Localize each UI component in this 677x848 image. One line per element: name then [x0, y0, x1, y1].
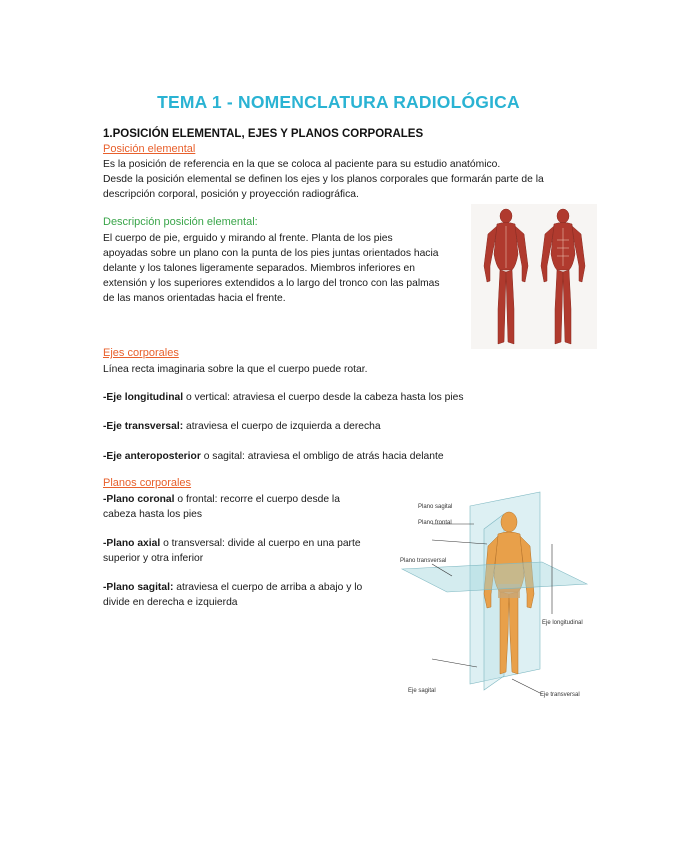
body-planes-diagram [392, 484, 592, 699]
plano-coronal-line-2: cabeza hasta los pies [103, 509, 203, 520]
label-eje-longitudinal: Eje longitudinal [542, 620, 583, 626]
label-eje-transversal: Eje transversal [540, 692, 580, 698]
plano-desc: o transversal: divide al cuerpo en una parte [160, 538, 361, 549]
plano-desc: atraviesa el cuerpo de arriba a abajo y lo [173, 582, 363, 593]
posicion-line-1: Es la posición de referencia en la que se coloca al paciente para su estudio anatómico. [103, 159, 501, 170]
eje-term: -Eje anteroposterior [103, 451, 201, 462]
posicion-elemental-heading: Posición elemental [103, 143, 196, 155]
eje-anteroposterior-item [103, 449, 444, 464]
eje-longitudinal-item [103, 390, 464, 405]
plano-axial-line-2: superior y otra inferior [103, 553, 204, 564]
plano-term: -Plano axial [103, 538, 161, 549]
eje-desc: o vertical: atraviesa el cuerpo desde la cabeza hasta los pies [183, 392, 464, 403]
section-heading: 1.POSICIÓN ELEMENTAL, EJES Y PLANOS CORPORALES [103, 128, 424, 140]
plano-term: -Plano sagital: [103, 582, 174, 593]
plano-coronal-line-1 [103, 492, 340, 507]
plano-axial-line-1 [103, 536, 361, 551]
eje-term: -Eje transversal: [103, 421, 184, 432]
plano-desc: o frontal: recorre el cuerpo desde la [174, 494, 340, 505]
eje-term: -Eje longitudinal [103, 392, 184, 403]
anatomy-muscle-image [471, 204, 597, 349]
ejes-intro: Línea recta imaginaria sobre la que el cuerpo puede rotar. [103, 364, 368, 375]
descripcion-line-1: El cuerpo de pie, erguido y mirando al frente. Planta de los pies [103, 233, 393, 244]
plano-sagital-line-2: divide en derecha e izquierda [103, 597, 238, 608]
plano-term: -Plano coronal [103, 494, 175, 505]
posicion-line-3: descripción corporal, posición y proyección radiográfica. [103, 189, 359, 200]
page-title: TEMA 1 - NOMENCLATURA RADIOLÓGICA [157, 92, 520, 112]
descripcion-line-4: extensión y los superiores extendidos a lo largo del tronco con las palmas [103, 278, 440, 289]
label-plano-sagital: Plano sagital [418, 504, 453, 510]
posicion-line-2: Desde la posición elemental se definen los ejes y los planos corporales que formarán parte de la [103, 174, 544, 185]
eje-transversal-item [103, 419, 381, 434]
label-eje-sagital: Eje sagital [408, 688, 436, 694]
descripcion-line-5: de las manos orientadas hacia el frente. [103, 293, 286, 304]
descripcion-line-3: delante y los talones ligeramente separados. Miembros inferiores en [103, 263, 415, 274]
descripcion-line-2: apoyadas sobre un plano con la punta de los pies juntas orientados hacia [103, 248, 439, 259]
ejes-corporales-heading: Ejes corporales [103, 347, 179, 359]
descripcion-heading: Descripción posición elemental: [103, 216, 258, 228]
eje-desc: atraviesa el cuerpo de izquierda a derecha [183, 421, 381, 432]
eje-desc: o sagital: atraviesa el ombligo de atrás hacia delante [200, 451, 444, 462]
label-plano-transversal: Plano transversal [400, 558, 447, 564]
planos-corporales-heading: Planos corporales [103, 477, 192, 489]
plano-sagital-line-1 [103, 580, 362, 595]
label-plano-frontal: Plano frontal [418, 520, 452, 526]
